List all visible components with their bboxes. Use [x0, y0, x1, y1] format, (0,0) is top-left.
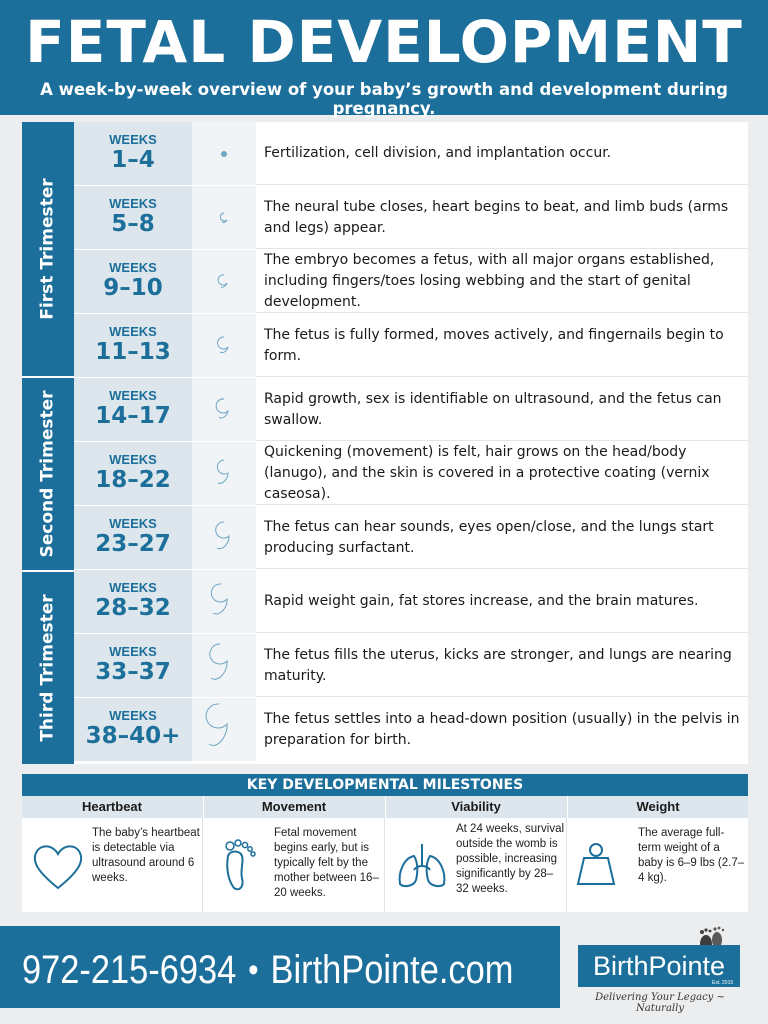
trimester-label: Second Trimester [38, 390, 58, 558]
timeline-table [22, 122, 748, 764]
fetus-icon [192, 250, 256, 313]
weeks-label: WEEKS [109, 132, 157, 147]
footprint-icon [210, 836, 270, 896]
table-row [74, 570, 748, 633]
row-description: The fetus can hear sounds, eyes open/close, and the lungs start producing surfactant. [264, 518, 714, 556]
fetus-icon [192, 378, 256, 441]
week-cell [74, 698, 192, 761]
week-range: 5–8 [111, 211, 155, 237]
header-banner [0, 0, 768, 118]
fetus-icon [192, 442, 256, 505]
weeks-label: WEEKS [109, 196, 157, 211]
milestone-text: Fetal movement begins early, but is typically felt by the mother between 16–20 weeks. [274, 827, 379, 899]
weeks-label: WEEKS [109, 580, 157, 595]
milestones-title: KEY DEVELOPMENTAL MILESTONES [22, 774, 748, 796]
week-range: 18–22 [95, 467, 171, 493]
phone-number[interactable]: 972-215-6934 [22, 948, 237, 992]
weeks-label: WEEKS [109, 452, 157, 467]
row-description: Fertilization, cell division, and implantation occur. [264, 145, 612, 161]
week-range: 9–10 [103, 275, 163, 301]
milestone-weight [568, 796, 748, 912]
week-range: 33–37 [95, 659, 171, 685]
separator: • [248, 951, 259, 989]
milestone-heading: Heartbeat [22, 796, 202, 818]
milestone-viability [386, 796, 567, 912]
week-cell [74, 250, 192, 313]
trimester-label: Third Trimester [38, 594, 58, 742]
week-range: 1–4 [111, 147, 155, 173]
row-description: The neural tube closes, heart begins to beat, and limb buds (arms and legs) appear. [264, 198, 729, 236]
milestone-heartbeat [22, 796, 203, 912]
milestone-heading: Movement [204, 796, 384, 818]
heart-icon [28, 836, 88, 896]
embryo-icon [192, 186, 256, 249]
weeks-label: WEEKS [109, 324, 157, 339]
trimester-label: First Trimester [38, 178, 58, 320]
weeks-label: WEEKS [109, 708, 157, 723]
weeks-label: WEEKS [109, 516, 157, 531]
week-cell [74, 442, 192, 505]
fetus-icon [192, 634, 256, 697]
milestone-text: The baby’s heartbeat is detectable via ultrasound around 6 weeks. [92, 827, 200, 884]
website-link[interactable]: BirthPointe.com [270, 948, 514, 992]
weeks-label: WEEKS [109, 260, 157, 275]
week-range: 28–32 [95, 595, 171, 621]
row-description: The fetus fills the uterus, kicks are stronger, and lungs are nearing maturity. [264, 646, 732, 684]
week-cell [74, 634, 192, 697]
brand-logo: BirthPointe [578, 945, 740, 987]
milestone-heading: Weight [568, 796, 748, 818]
row-description: The fetus is fully formed, moves actively, and fingernails begin to form. [264, 326, 724, 364]
page-title: FETAL DEVELOPMENT [25, 8, 743, 76]
first-trimester-band [22, 122, 74, 376]
row-description: The embryo becomes a fetus, with all major organs established, including fingers/toes losing webbing and the start of genital development. [264, 252, 715, 310]
weeks-label: WEEKS [109, 644, 157, 659]
milestone-text: The average full-term weight of a baby is 6–9 lbs (2.7–4 kg). [638, 827, 745, 884]
row-description: Quickening (movement) is felt, hair grows on the head/body (lanugo), and the skin is covered in a protective coating (vernix caseosa). [264, 444, 710, 502]
milestone-movement [204, 796, 385, 912]
second-trimester-band [22, 378, 74, 570]
fetus-icon [192, 506, 256, 569]
table-row [74, 250, 748, 313]
week-cell [74, 122, 192, 185]
table-row [74, 442, 748, 505]
week-cell [74, 506, 192, 569]
weeks-label: WEEKS [109, 388, 157, 403]
fetus-icon [192, 570, 256, 633]
week-range: 11–13 [95, 339, 171, 365]
week-cell [74, 314, 192, 377]
week-cell [74, 186, 192, 249]
scale-weight-icon [574, 836, 634, 896]
milestone-text: At 24 weeks, survival outside the womb is possible, increasing significantly by 28–32 weeks. [456, 823, 565, 895]
week-range: 38–40+ [85, 723, 181, 749]
week-range: 14–17 [95, 403, 171, 429]
brand-tagline: Delivering Your Legacy ~ Naturally [595, 992, 725, 1014]
milestones-panel [22, 774, 748, 912]
row-description: Rapid weight gain, fat stores increase, and the brain matures. [264, 593, 699, 609]
row-description: The fetus settles into a head-down position (usually) in the pelvis in preparation for birth. [264, 710, 740, 748]
page-subtitle: A week-by-week overview of your baby’s growth and development during pregnancy. [40, 80, 728, 118]
fetus-icon [192, 698, 256, 761]
embryo-dot-icon [192, 122, 256, 185]
table-row [74, 698, 748, 761]
milestone-heading: Viability [386, 796, 566, 818]
week-cell [74, 378, 192, 441]
row-description: Rapid growth, sex is identifiable on ultrasound, and the fetus can swallow. [264, 390, 722, 428]
third-trimester-band [22, 572, 74, 764]
lungs-icon [392, 836, 452, 896]
fetus-icon [192, 314, 256, 377]
week-cell [74, 570, 192, 633]
table-row [74, 186, 748, 249]
logo-established: Est. 2015 [712, 980, 734, 986]
table-row [74, 122, 748, 185]
table-row [74, 634, 748, 697]
table-row [74, 506, 748, 569]
week-range: 23–27 [95, 531, 171, 557]
contact-line [22, 940, 514, 1000]
table-row [74, 314, 748, 377]
table-row [74, 378, 748, 441]
